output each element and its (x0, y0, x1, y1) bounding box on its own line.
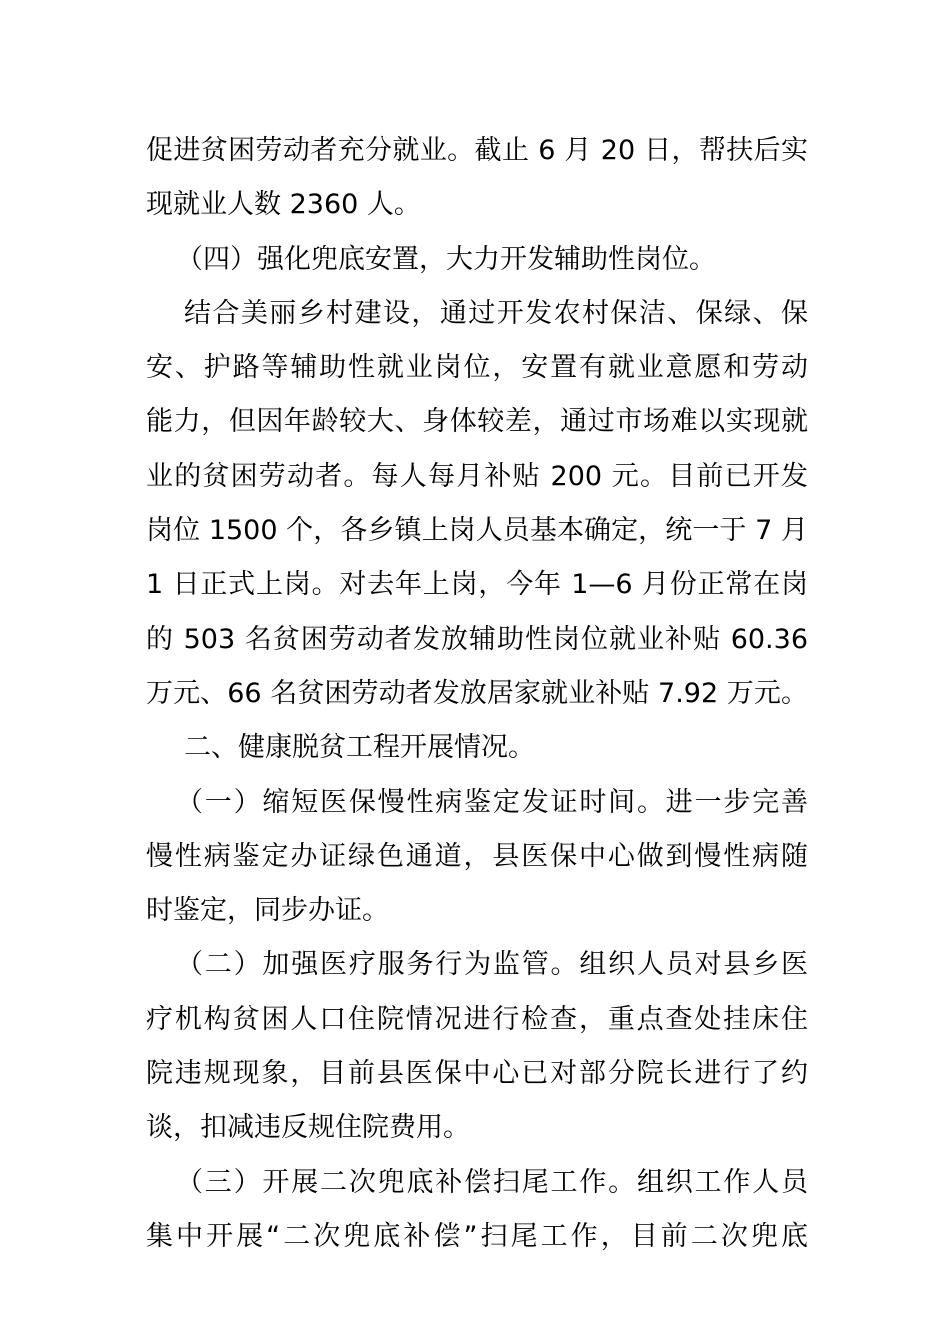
text-line: 时鉴定，同步办证。 (146, 895, 389, 927)
text-line: （一）缩短医保慢性病鉴定发证时间。进一步完善 (176, 786, 808, 818)
text-line: 业的贫困劳动者。每人每月补贴 200 元。目前已开发 (146, 460, 808, 492)
text-line: 院违规现象，目前县医保中心已对部分院长进行了约 (146, 1058, 808, 1090)
text-line: 疗机构贫困人口住院情况进行检查，重点查处挂床住 (146, 1003, 808, 1035)
text-line: 1 日正式上岗。对去年上岗，今年 1—6 月份正常在岗 (146, 569, 808, 601)
section-heading: （四）强化兜底安置，大力开发辅助性岗位。 (176, 243, 716, 275)
text-line: 岗位 1500 个，各乡镇上岗人员基本确定，统一于 7 月 (146, 515, 808, 547)
text-line: 集中开展“二次兜底补偿”扫尾工作，目前二次兜底 (146, 1220, 808, 1252)
text-line: 促进贫困劳动者充分就业。截止 6 月 20 日，帮扶后实 (146, 135, 808, 166)
text-line: 谈，扣减违反规住院费用。 (146, 1112, 470, 1144)
text-line: 慢性病鉴定办证绿色通道，县医保中心做到慢性病随 (146, 840, 808, 872)
text-line: 的 503 名贫困劳动者发放辅助性岗位就业补贴 60.36 (146, 623, 808, 655)
text-line: （二）加强医疗服务行为监管。组织人员对县乡医 (176, 949, 808, 981)
text-line: 结合美丽乡村建设，通过开发农村保洁、保绿、保 (184, 297, 808, 329)
text-line: （三）开展二次兜底补偿扫尾工作。组织工作人员 (176, 1166, 808, 1198)
body-text (146, 124, 808, 1264)
text-line: 安、护路等辅助性就业岗位，安置有就业意愿和劳动 (146, 352, 808, 384)
text-line: 现就业人数 2360 人。 (146, 189, 421, 221)
section-heading: 二、健康脱贫工程开展情况。 (184, 732, 535, 764)
text-line: 万元、66 名贫困劳动者发放居家就业补贴 7.92 万元。 (146, 677, 808, 709)
text-line: 能力，但因年龄较大、身体较差，通过市场难以实现就 (146, 406, 808, 438)
